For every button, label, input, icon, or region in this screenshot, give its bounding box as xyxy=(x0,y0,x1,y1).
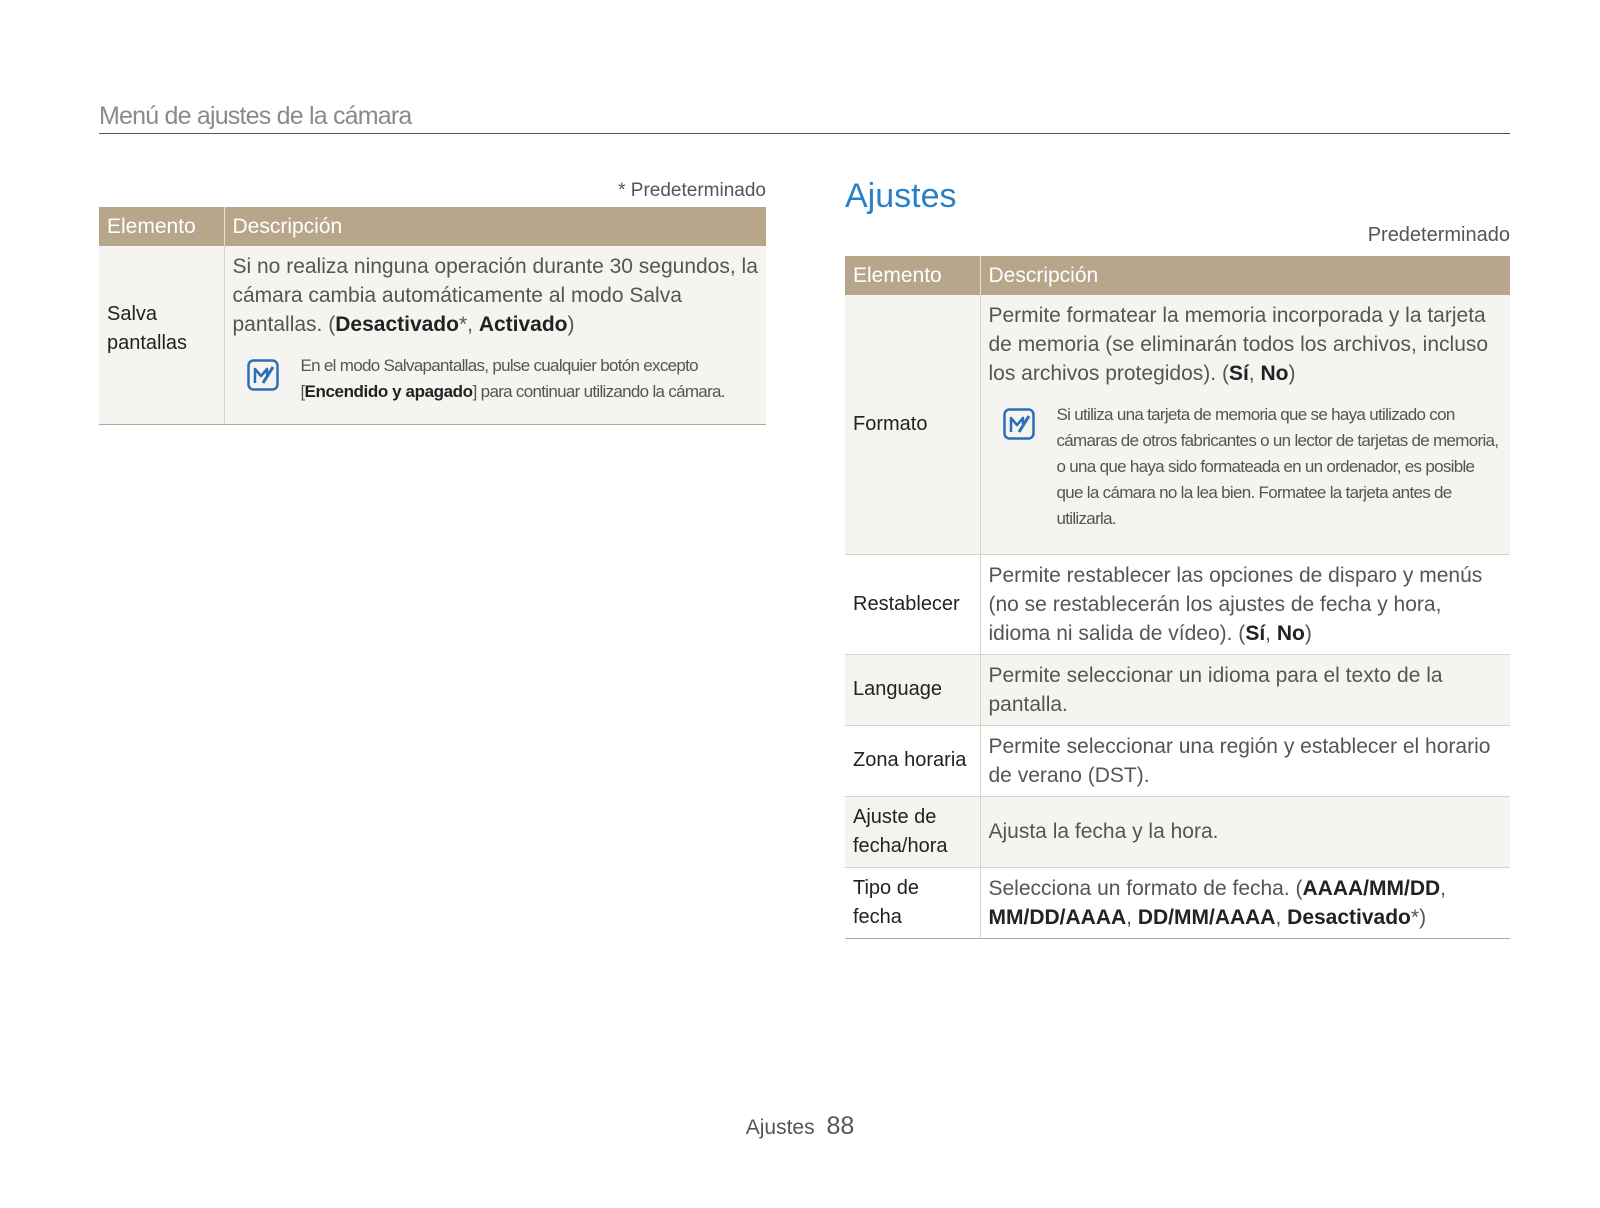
column-header-description: Descripción xyxy=(224,207,766,246)
separator: , xyxy=(1248,362,1261,385)
item-description: Permite seleccionar una región y establecer el horario de verano (DST). xyxy=(980,725,1510,796)
item-label: Restablecer xyxy=(845,554,980,654)
option-no: No xyxy=(1260,362,1289,385)
settings-table xyxy=(845,256,1510,939)
close-paren: ) xyxy=(567,313,575,336)
chapter-title: Menú de ajustes de la cámara xyxy=(99,102,412,130)
item-label: Tipo de fecha xyxy=(845,867,980,938)
table-row-ajuste-fecha xyxy=(845,796,1510,867)
column-header-item: Elemento xyxy=(99,207,224,246)
separator: , xyxy=(1265,621,1277,645)
item-label: Salva pantallas xyxy=(99,246,224,424)
screensaver-table xyxy=(99,207,766,425)
tip-box xyxy=(989,402,1503,532)
separator: , xyxy=(1126,905,1138,929)
column-header-item: Elemento xyxy=(845,256,980,295)
item-description xyxy=(980,295,1510,554)
page-header xyxy=(99,104,1510,134)
item-label: Language xyxy=(845,654,980,725)
note-icon xyxy=(1003,408,1035,440)
item-label: Ajuste de fecha/hora xyxy=(845,796,980,867)
close-paren: ) xyxy=(1304,621,1312,645)
tip-button-name: Encendido y apagado xyxy=(304,382,473,401)
default-note-right: Predeterminado xyxy=(1367,224,1510,246)
table-header-row xyxy=(845,256,1510,295)
page-number: 88 xyxy=(826,1112,855,1140)
tip-text xyxy=(301,353,759,405)
table-row-zona-horaria xyxy=(845,725,1510,796)
option-si: Sí xyxy=(1245,621,1266,645)
option-mm-dd-aaaa: MM/DD/AAAA xyxy=(988,905,1127,929)
item-description xyxy=(980,554,1510,654)
option-activado: Activado xyxy=(478,313,568,336)
table-header-row xyxy=(99,207,766,246)
item-description: Ajusta la fecha y la hora. xyxy=(980,796,1510,867)
left-column xyxy=(99,175,766,425)
option-desactivado: Desactivado xyxy=(335,313,459,336)
table-row-restablecer xyxy=(845,554,1510,654)
item-label: Formato xyxy=(845,295,980,554)
tip-box xyxy=(233,353,759,405)
option-no: No xyxy=(1276,621,1305,645)
page-footer xyxy=(0,1112,1600,1141)
right-column xyxy=(845,172,1510,939)
section-title: Ajustes xyxy=(845,177,957,215)
table-row-salva-pantallas xyxy=(99,246,766,424)
description-text: Si no realiza ninguna operación durante 30 segundos, la cámara cambia automáticamente al modo Salva pantallas. ( xyxy=(232,255,758,336)
item-description xyxy=(980,867,1510,938)
description-text: Permite restablecer las opciones de disparo y menús (no se restablecerán los ajustes de fecha y hora, idioma ni salida de vídeo). ( xyxy=(988,563,1483,645)
footer-section: Ajustes xyxy=(745,1116,815,1139)
option-desactivado: Desactivado xyxy=(1287,905,1411,929)
separator: *, xyxy=(458,313,479,336)
table-row-tipo-fecha xyxy=(845,867,1510,938)
close-paren: *) xyxy=(1410,905,1427,929)
item-description xyxy=(224,246,766,424)
tip-text: Si utiliza una tarjeta de memoria que se haya utilizado con cámaras de otros fabricantes o un lector de tarjetas de memoria, o una que haya sido formateada en un ordenador, es posible que la cámara no la lea bien. Formatee la tarjeta antes de utilizarla. xyxy=(1056,405,1499,528)
table-row-formato xyxy=(845,295,1510,554)
close-paren: ) xyxy=(1288,362,1296,385)
item-label: Zona horaria xyxy=(845,725,980,796)
option-dd-mm-aaaa: DD/MM/AAAA xyxy=(1137,905,1276,929)
tip-text-post: ] para continuar utilizando la cámara. xyxy=(472,382,725,401)
description-text: Permite formatear la memoria incorporada y la tarjeta de memoria (se eliminarán todos los archivos, incluso los archivos protegidos). ( xyxy=(988,304,1489,385)
separator: , xyxy=(1275,905,1288,929)
table-row-language xyxy=(845,654,1510,725)
column-header-description: Descripción xyxy=(980,256,1510,295)
option-si: Sí xyxy=(1228,362,1249,385)
option-aaaa-mm-dd: AAAA/MM/DD xyxy=(1302,876,1441,900)
default-note: * Predeterminado xyxy=(618,180,766,201)
separator: , xyxy=(1440,876,1447,900)
item-description: Permite seleccionar un idioma para el texto de la pantalla. xyxy=(980,654,1510,725)
description-text: Selecciona un formato de fecha. ( xyxy=(988,876,1303,900)
tip-text-pre: En el modo Salvapantallas, pulse cualquier botón excepto [ xyxy=(300,356,698,401)
note-icon xyxy=(247,359,279,391)
